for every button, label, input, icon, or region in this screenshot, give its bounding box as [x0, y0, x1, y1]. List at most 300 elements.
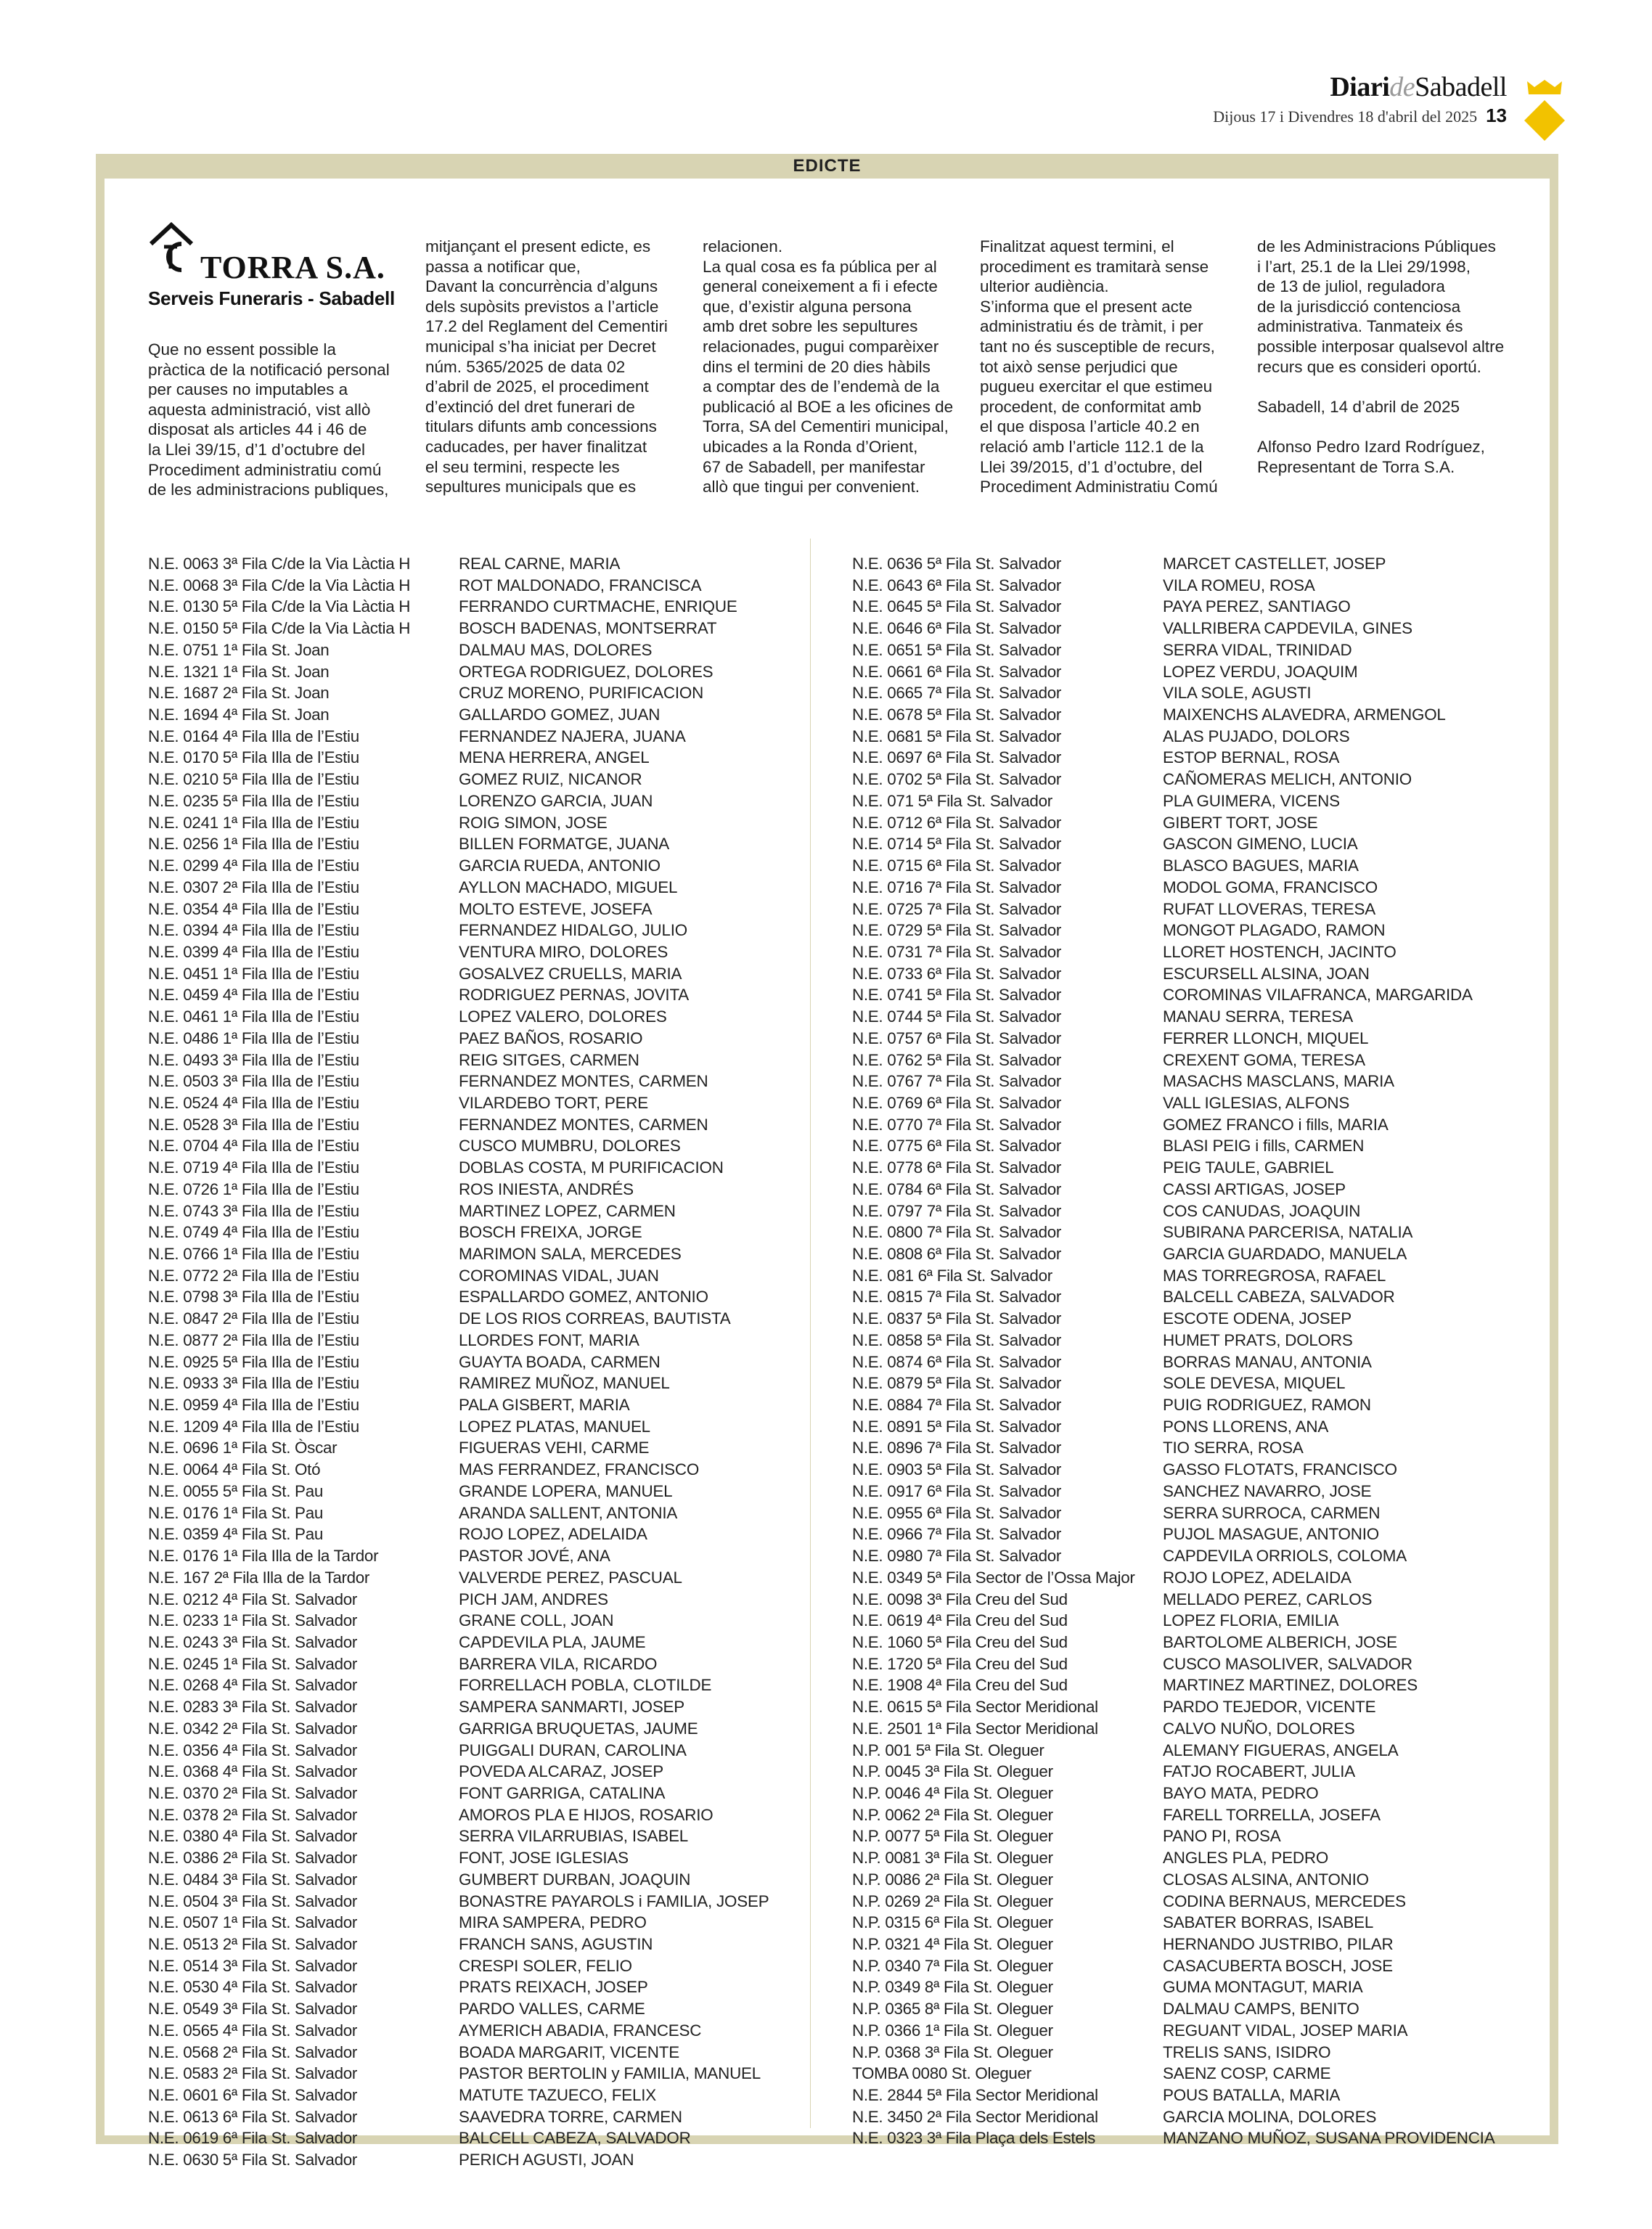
holder-name: BAYO MATA, PEDRO — [1163, 1783, 1319, 1802]
burial-location: N.P. 0368 3ª Fila St. Oleguer — [852, 2042, 1053, 2061]
signatory-role: Representant de Torra S.A. — [1257, 457, 1455, 476]
holder-name: CASACUBERTA BOSCH, JOSE — [1163, 1956, 1393, 1975]
burial-location: N.E. 0619 6ª Fila St. Salvador — [148, 2129, 358, 2148]
burial-location: N.E. 0800 7ª Fila St. Salvador — [852, 1223, 1062, 1242]
burial-location: N.E. 0493 3ª Fila Illa de l’Estiu — [148, 1050, 359, 1069]
holder-name: VALL IGLESIAS, ALFONS — [1163, 1093, 1350, 1112]
edict-line: caducades, per haver finalitzat — [425, 437, 647, 456]
company-logo — [148, 222, 409, 309]
burial-location: N.E. 1209 4ª Fila Illa de l’Estiu — [148, 1417, 359, 1436]
holder-name: VALVERDE PEREZ, PASCUAL — [459, 1568, 682, 1587]
holder-name: LOPEZ VERDU, JOAQUIM — [1163, 662, 1358, 681]
burial-location: N.E. 0568 2ª Fila St. Salvador — [148, 2042, 358, 2061]
holder-name: SAAVEDRA TORRE, CARMEN — [459, 2107, 682, 2126]
holder-name: PAEZ BAÑOS, ROSARIO — [459, 1028, 643, 1047]
holder-name: MARIMON SALA, MERCEDES — [459, 1245, 682, 1263]
burial-location: N.E. 0354 4ª Fila Illa de l’Estiu — [148, 899, 359, 918]
burial-location: N.E. 0681 5ª Fila St. Salvador — [852, 727, 1062, 745]
edict-column-3 — [703, 237, 961, 497]
burial-location: N.E. 1908 4ª Fila Creu del Sud — [852, 1676, 1068, 1695]
edict-line: sepultures municipals que es — [425, 478, 637, 496]
burial-location: N.E. 0064 4ª Fila St. Otó — [148, 1460, 321, 1479]
holder-name: MARTINEZ MARTINEZ, DOLORES — [1163, 1676, 1418, 1695]
burial-location: N.E. 0733 6ª Fila St. Salvador — [852, 964, 1062, 983]
burial-location: N.E. 0959 4ª Fila Illa de l’Estiu — [148, 1396, 359, 1415]
burial-location: N.E. 0874 6ª Fila St. Salvador — [852, 1352, 1062, 1371]
place-date: Sabadell, 14 d’abril de 2025 — [1257, 397, 1460, 416]
burial-location: N.E. 0775 6ª Fila St. Salvador — [852, 1137, 1062, 1156]
burial-location: N.E. 081 6ª Fila St. Salvador — [852, 1266, 1052, 1285]
burial-location: N.E. 0378 2ª Fila St. Salvador — [148, 1805, 358, 1824]
burial-location: N.E. 0098 3ª Fila Creu del Sud — [852, 1590, 1068, 1608]
burial-location: N.E. 0646 6ª Fila St. Salvador — [852, 619, 1062, 638]
holder-name: DALMAU MAS, DOLORES — [459, 640, 653, 659]
holder-name: ESTOP BERNAL, ROSA — [1163, 748, 1340, 767]
burial-location: N.E. 0784 6ª Fila St. Salvador — [852, 1179, 1062, 1198]
holder-name: CAPDEVILA PLA, JAUME — [459, 1632, 646, 1651]
burial-location: N.E. 0283 3ª Fila St. Salvador — [148, 1698, 358, 1717]
burial-location: N.E. 0507 1ª Fila St. Salvador — [148, 1913, 358, 1932]
holder-name: CALVO NUÑO, DOLORES — [1163, 1719, 1355, 1738]
burial-location: N.E. 0359 4ª Fila St. Pau — [148, 1525, 323, 1544]
edict-line: relacionades, pugui comparèixer — [703, 337, 939, 356]
burial-location: N.P. 0062 2ª Fila St. Oleguer — [852, 1805, 1053, 1824]
burial-location: N.E. 0741 5ª Fila St. Salvador — [852, 986, 1062, 1005]
holder-name: FORRELLACH POBLA, CLOTILDE — [459, 1676, 712, 1695]
burial-location: N.E. 0877 2ª Fila Illa de l’Estiu — [148, 1330, 359, 1349]
burial-location: N.E. 0630 5ª Fila St. Salvador — [148, 2151, 358, 2169]
edict-line: recurs que es consideri oportú. — [1257, 357, 1481, 376]
holder-name: MENA HERRERA, ANGEL — [459, 748, 650, 767]
burial-location: N.E. 0256 1ª Fila Illa de l’Estiu — [148, 835, 359, 854]
burial-location: N.E. 0891 5ª Fila St. Salvador — [852, 1417, 1062, 1436]
edict-line: i l’art, 25.1 de la Llei 29/1998, — [1257, 257, 1471, 276]
burial-location: N.E. 0241 1ª Fila Illa de l’Estiu — [148, 813, 359, 832]
edict-line: Que no essent possible la — [148, 340, 336, 359]
holder-name: GOSALVEZ CRUELLS, MARIA — [459, 964, 682, 983]
company-name: TORRA S.A. — [200, 250, 385, 285]
edict-line: relacionen. — [703, 237, 783, 255]
burial-location: N.E. 0896 7ª Fila St. Salvador — [852, 1439, 1062, 1457]
burial-location: N.E. 0063 3ª Fila C/de la Via Làctia H — [148, 555, 411, 573]
burial-location: N.E. 0368 4ª Fila St. Salvador — [148, 1762, 358, 1781]
edict-line: Davant la concurrència d’alguns — [425, 277, 658, 296]
burial-location: N.E. 0725 7ª Fila St. Salvador — [852, 899, 1062, 918]
burial-location: N.E. 0731 7ª Fila St. Salvador — [852, 942, 1062, 961]
holder-name: FERNANDEZ NAJERA, JUANA — [459, 727, 686, 745]
burial-location: N.E. 0933 3ª Fila Illa de l’Estiu — [148, 1374, 359, 1393]
burial-location: N.P. 0315 6ª Fila St. Oleguer — [852, 1913, 1053, 1932]
edict-column-2 — [425, 237, 684, 497]
holder-name: BLASCO BAGUES, MARIA — [1163, 856, 1359, 875]
burial-location: N.E. 3450 2ª Fila Sector Meridional — [852, 2107, 1098, 2126]
burial-location: N.E. 167 2ª Fila Illa de la Tardor — [148, 1568, 370, 1587]
edict-line: disposat als articles 44 i 46 de — [148, 420, 367, 439]
edict-line: dels supòsits previstos a l’article — [425, 297, 659, 316]
holder-name: LOPEZ FLORIA, EMILIA — [1163, 1611, 1339, 1630]
burial-location: N.E. 0955 6ª Fila St. Salvador — [852, 1503, 1062, 1522]
edict-line: tant no és susceptible de recurs, — [980, 337, 1215, 356]
holder-name: FARELL TORRELLA, JOSEFA — [1163, 1805, 1381, 1824]
burial-location: N.E. 2844 5ª Fila Sector Meridional — [852, 2086, 1098, 2105]
holder-name: SERRA VIDAL, TRINIDAD — [1163, 640, 1352, 659]
holder-name: CREXENT GOMA, TERESA — [1163, 1050, 1365, 1069]
burial-location: N.E. 1694 4ª Fila St. Joan — [148, 705, 330, 724]
edict-line: la Llei 39/15, d’1 d’octubre del — [148, 440, 365, 459]
edict-line: pràctica de la notificació personal — [148, 360, 390, 379]
burial-location: N.E. 0743 3ª Fila Illa de l’Estiu — [148, 1201, 359, 1220]
edict-line: allò que tingui per convenient. — [703, 478, 920, 496]
burial-location: N.E. 0615 5ª Fila Sector Meridional — [852, 1698, 1098, 1717]
holder-name: MARTINEZ LOPEZ, CARMEN — [459, 1201, 676, 1220]
burial-location: N.E. 0176 1ª Fila Illa de la Tardor — [148, 1547, 379, 1566]
edict-line: Finalitzat aquest termini, el — [980, 237, 1174, 255]
burial-location: N.E. 0749 4ª Fila Illa de l’Estiu — [148, 1223, 359, 1242]
burial-location: N.E. 0879 5ª Fila St. Salvador — [852, 1374, 1062, 1393]
burial-location: N.E. 0665 7ª Fila St. Salvador — [852, 684, 1062, 703]
dateline — [1213, 105, 1507, 128]
holder-name: FONT GARRIGA, CATALINA — [459, 1783, 666, 1802]
holder-name: GOMEZ RUIZ, NICANOR — [459, 770, 642, 789]
burial-location: N.E. 0245 1ª Fila St. Salvador — [148, 1654, 358, 1673]
burial-location: N.E. 0619 4ª Fila Creu del Sud — [852, 1611, 1068, 1630]
burial-location: N.E. 0164 4ª Fila Illa de l’Estiu — [148, 727, 359, 745]
burial-location: N.P. 0045 3ª Fila St. Oleguer — [852, 1762, 1053, 1781]
burial-location: N.E. 0762 5ª Fila St. Salvador — [852, 1050, 1062, 1069]
burial-location: N.P. 0366 1ª Fila St. Oleguer — [852, 2021, 1053, 2040]
burial-location: N.E. 0504 3ª Fila St. Salvador — [148, 1891, 358, 1910]
holder-name: BOADA MARGARIT, VICENTE — [459, 2042, 679, 2061]
burial-location: N.E. 0524 4ª Fila Illa de l’Estiu — [148, 1093, 359, 1112]
edict-column-5 — [1257, 237, 1516, 477]
holder-name: BARTOLOME ALBERICH, JOSE — [1163, 1632, 1397, 1651]
holder-name: GUMBERT DURBAN, JOAQUIN — [459, 1870, 691, 1889]
burial-location: N.E. 0461 1ª Fila Illa de l’Estiu — [148, 1007, 359, 1026]
holder-name: REGUANT VIDAL, JOSEP MARIA — [1163, 2021, 1408, 2040]
edict-line: La qual cosa es fa pública per al — [703, 257, 937, 276]
holder-name: BORRAS MANAU, ANTONIA — [1163, 1352, 1372, 1371]
burial-location: N.E. 0712 6ª Fila St. Salvador — [852, 813, 1062, 832]
holder-name: CRUZ MORENO, PURIFICACION — [459, 684, 704, 703]
holder-name: SERRA VILARRUBIAS, ISABEL — [459, 1827, 689, 1846]
burial-location: N.E. 0528 3ª Fila Illa de l’Estiu — [148, 1115, 359, 1134]
holder-name: PUJOL MASAGUE, ANTONIO — [1163, 1525, 1379, 1544]
column-divider — [810, 539, 811, 2128]
edict-line: tot això sense perjudici que — [980, 357, 1178, 376]
holder-name: MIRA SAMPERA, PEDRO — [459, 1913, 647, 1932]
burial-location: N.E. 0757 6ª Fila St. Salvador — [852, 1028, 1062, 1047]
edict-body — [105, 179, 1550, 2169]
holder-name: LLORET HOSTENCH, JACINTO — [1163, 942, 1397, 961]
burial-location: N.P. 0081 3ª Fila St. Oleguer — [852, 1849, 1053, 1868]
holder-name: MELLADO PEREZ, CARLOS — [1163, 1590, 1373, 1608]
holder-name: BALCELL CABEZA, SALVADOR — [1163, 1288, 1395, 1306]
holder-name: ANGLES PLA, PEDRO — [1163, 1849, 1329, 1868]
brand-part-3: Sabadell — [1415, 72, 1507, 102]
edict-line: amb dret sobre les sepultures — [703, 317, 918, 336]
holder-name: FONT, JOSE IGLESIAS — [459, 1849, 629, 1868]
burial-location: N.E. 0772 2ª Fila Illa de l’Estiu — [148, 1266, 359, 1285]
holder-name: COROMINAS VILAFRANCA, MARGARIDA — [1163, 986, 1473, 1005]
holder-name: PARDO TEJEDOR, VICENTE — [1163, 1698, 1376, 1717]
holder-name: FERRER LLONCH, MIQUEL — [1163, 1028, 1369, 1047]
edict-line: el que disposa l’article 40.2 en — [980, 417, 1200, 436]
holder-name: DE LOS RIOS CORREAS, BAUTISTA — [459, 1309, 731, 1328]
burial-location: N.E. 0130 5ª Fila C/de la Via Làctia H — [148, 597, 411, 616]
burial-location: N.E. 0744 5ª Fila St. Salvador — [852, 1007, 1062, 1026]
burial-location: N.E. 0484 3ª Fila St. Salvador — [148, 1870, 358, 1889]
holder-name: POUS BATALLA, MARIA — [1163, 2086, 1341, 2105]
burial-location: N.E. 0055 5ª Fila St. Pau — [148, 1481, 323, 1500]
holder-name: AYMERICH ABADIA, FRANCESC — [459, 2021, 702, 2040]
holder-name: VALLRIBERA CAPDEVILA, GINES — [1163, 619, 1412, 638]
burial-location: N.E. 0170 5ª Fila Illa de l’Estiu — [148, 748, 359, 767]
holder-name: PUIGGALI DURAN, CAROLINA — [459, 1741, 687, 1759]
burial-location: N.E. 071 5ª Fila St. Salvador — [852, 791, 1052, 810]
masthead — [1213, 73, 1507, 128]
burial-location: N.E. 0704 4ª Fila Illa de l’Estiu — [148, 1137, 359, 1156]
burial-location: N.E. 0715 6ª Fila St. Salvador — [852, 856, 1062, 875]
holder-name: MOLTO ESTEVE, JOSEFA — [459, 899, 653, 918]
edict-column-4 — [980, 237, 1238, 497]
burial-location: N.E. 0697 6ª Fila St. Salvador — [852, 748, 1062, 767]
burial-location: N.E. 0702 5ª Fila St. Salvador — [852, 770, 1062, 789]
burial-location: N.E. 0729 5ª Fila St. Salvador — [852, 921, 1062, 940]
holder-name: FERNANDEZ MONTES, CARMEN — [459, 1115, 708, 1134]
burial-location: N.E. 0342 2ª Fila St. Salvador — [148, 1719, 358, 1738]
burial-location: N.P. 0321 4ª Fila St. Oleguer — [852, 1935, 1053, 1953]
edict-line: administrativa. Tanmateix és — [1257, 317, 1463, 336]
holder-name: SOLE DEVESA, MIQUEL — [1163, 1374, 1346, 1393]
burial-location: N.E. 0726 1ª Fila Illa de l’Estiu — [148, 1179, 359, 1198]
burial-location: N.P. 0269 2ª Fila St. Oleguer — [852, 1891, 1053, 1910]
burial-location: N.E. 0884 7ª Fila St. Salvador — [852, 1396, 1062, 1415]
burial-location: N.E. 0643 6ª Fila St. Salvador — [852, 576, 1062, 594]
edict-line: Procediment administratiu comú — [148, 460, 382, 479]
holder-name: HUMET PRATS, DOLORS — [1163, 1330, 1353, 1349]
holder-name: LLORDES FONT, MARIA — [459, 1330, 639, 1349]
holder-name: PLA GUIMERA, VICENS — [1163, 791, 1340, 810]
holder-name: POVEDA ALCARAZ, JOSEP — [459, 1762, 664, 1781]
burial-location: N.E. 0917 6ª Fila St. Salvador — [852, 1481, 1062, 1500]
burial-location: TOMBA 0080 St. Oleguer — [852, 2064, 1031, 2083]
burial-location: N.E. 0150 5ª Fila C/de la Via Làctia H — [148, 619, 411, 638]
holder-name: GASCON GIMENO, LUCIA — [1163, 835, 1358, 854]
company-subtitle: Serveis Funeraris - Sabadell — [148, 287, 395, 309]
burial-location: N.E. 0770 7ª Fila St. Salvador — [852, 1115, 1062, 1134]
burial-location: N.P. 001 5ª Fila St. Oleguer — [852, 1741, 1044, 1759]
burial-location: N.E. 0847 2ª Fila Illa de l’Estiu — [148, 1309, 359, 1328]
holder-name: PUIG RODRIGUEZ, RAMON — [1163, 1396, 1371, 1415]
burial-location: N.P. 0365 8ª Fila St. Oleguer — [852, 2000, 1053, 2019]
holder-name: PASTOR BERTOLIN y FAMILIA, MANUEL — [459, 2064, 761, 2083]
holder-name: CAÑOMERAS MELICH, ANTONIO — [1163, 770, 1412, 789]
holder-name: ROJO LOPEZ, ADELAIDA — [1163, 1568, 1352, 1587]
burial-location: N.E. 0233 1ª Fila St. Salvador — [148, 1611, 358, 1630]
burial-location: N.E. 0716 7ª Fila St. Salvador — [852, 878, 1062, 896]
holder-name: ROJO LOPEZ, ADELAIDA — [459, 1525, 647, 1544]
burial-location: N.E. 0243 3ª Fila St. Salvador — [148, 1632, 358, 1651]
holder-name: GARCIA RUEDA, ANTONIO — [459, 856, 661, 875]
holder-name: PEIG TAULE, GABRIEL — [1163, 1158, 1334, 1177]
holder-name: BOSCH FREIXA, JORGE — [459, 1223, 642, 1242]
holder-name: CASSI ARTIGAS, JOSEP — [1163, 1179, 1346, 1198]
holder-name: SANCHEZ NAVARRO, JOSE — [1163, 1481, 1372, 1500]
edict-line: d’extinció del dret funerari de — [425, 397, 635, 416]
torra-emblem-icon — [148, 222, 195, 279]
burial-location: N.E. 0966 7ª Fila St. Salvador — [852, 1525, 1062, 1544]
burial-location: N.E. 0210 5ª Fila Illa de l’Estiu — [148, 770, 359, 789]
burial-location: N.P. 0340 7ª Fila St. Oleguer — [852, 1956, 1053, 1975]
burial-location: N.E. 0503 3ª Fila Illa de l’Estiu — [148, 1072, 359, 1091]
edict-line: que, d’existir alguna persona — [703, 297, 912, 316]
burial-location: N.E. 0176 1ª Fila St. Pau — [148, 1503, 323, 1522]
holder-name: ESCURSELL ALSINA, JOAN — [1163, 964, 1370, 983]
holder-name: LOPEZ VALERO, DOLORES — [459, 1007, 667, 1026]
holder-name: MARCET CASTELLET, JOSEP — [1163, 555, 1386, 573]
holder-name: GARCIA MOLINA, DOLORES — [1163, 2107, 1377, 2126]
edict-line: publicació al BOE a les oficines de — [703, 397, 954, 416]
section-title: EDICTE — [793, 156, 862, 176]
burial-location: N.E. 0530 4ª Fila St. Salvador — [148, 1978, 358, 1997]
holder-name: MODOL GOMA, FRANCISCO — [1163, 878, 1378, 896]
edict-line: de les administracions publiques, — [148, 480, 389, 499]
holder-name: GRANDE LOPERA, MANUEL — [459, 1481, 673, 1500]
holder-name: FERNANDEZ HIDALGO, JULIO — [459, 921, 687, 940]
holder-name: SUBIRANA PARCERISA, NATALIA — [1163, 1223, 1413, 1242]
edict-line: de 13 de juliol, reguladora — [1257, 277, 1445, 296]
holder-name: ESCOTE ODENA, JOSEP — [1163, 1309, 1352, 1328]
holder-name: RAMIREZ MUÑOZ, MANUEL — [459, 1374, 670, 1393]
edict-line: 67 de Sabadell, per manifestar — [703, 457, 925, 476]
burial-location: N.E. 0769 6ª Fila St. Salvador — [852, 1093, 1062, 1112]
burial-location: N.E. 0307 2ª Fila Illa de l’Estiu — [148, 878, 359, 896]
holder-name: COROMINAS VIDAL, JUAN — [459, 1266, 659, 1285]
burial-location: N.E. 0399 4ª Fila Illa de l’Estiu — [148, 942, 359, 961]
burial-location: N.E. 0370 2ª Fila St. Salvador — [148, 1783, 358, 1802]
edict-line: procediment es tramitarà sense — [980, 257, 1209, 276]
signatory-name: Alfonso Pedro Izard Rodríguez, — [1257, 437, 1485, 456]
holder-name: PANO PI, ROSA — [1163, 1827, 1281, 1846]
edict-line: dins el termini de 20 dies hàbils — [703, 357, 931, 376]
holder-name: MAIXENCHS ALAVEDRA, ARMENGOL — [1163, 705, 1446, 724]
burial-location: N.E. 1060 5ª Fila Creu del Sud — [852, 1632, 1068, 1651]
burial-location: N.E. 0903 5ª Fila St. Salvador — [852, 1460, 1062, 1479]
holder-name: ORTEGA RODRIGUEZ, DOLORES — [459, 662, 713, 681]
holder-name: VILARDEBO TORT, PERE — [459, 1093, 649, 1112]
burial-location: N.E. 0394 4ª Fila Illa de l’Estiu — [148, 921, 359, 940]
burial-location: N.E. 0858 5ª Fila St. Salvador — [852, 1330, 1062, 1349]
edict-line: Torra, SA del Cementiri municipal, — [703, 417, 949, 436]
newspaper-brand[interactable] — [1213, 73, 1507, 102]
holder-name: VILA ROMEU, ROSA — [1163, 576, 1315, 594]
burial-location: N.E. 0714 5ª Fila St. Salvador — [852, 835, 1062, 854]
holder-name: MANZANO MUÑOZ, SUSANA PROVIDENCIA — [1163, 2129, 1495, 2148]
holder-name: PARDO VALLES, CARME — [459, 2000, 645, 2019]
burial-location: N.E. 0356 4ª Fila St. Salvador — [148, 1741, 358, 1759]
burial-location: N.E. 0678 5ª Fila St. Salvador — [852, 705, 1062, 724]
holder-name: GOMEZ FRANCO i fills, MARIA — [1163, 1115, 1389, 1134]
edict-line: Llei 39/2015, d’1 d’octubre, del — [980, 457, 1203, 476]
burial-location: N.E. 0980 7ª Fila St. Salvador — [852, 1547, 1062, 1566]
holder-name: LOPEZ PLATAS, MANUEL — [459, 1417, 650, 1436]
holder-name: PONS LLORENS, ANA — [1163, 1417, 1329, 1436]
holder-name: ROS INIESTA, ANDRÉS — [459, 1179, 634, 1198]
holder-name: PICH JAM, ANDRES — [459, 1590, 608, 1608]
holder-name: MAS TORREGROSA, RAFAEL — [1163, 1266, 1386, 1285]
edict-line: administratiu és de tràmit, i per — [980, 317, 1203, 336]
holder-name: BILLEN FORMATGE, JUANA — [459, 835, 670, 854]
edict-line: titulars difunts amb concessions — [425, 417, 657, 436]
holder-name: DOBLAS COSTA, M PURIFICACION — [459, 1158, 724, 1177]
holder-name: CLOSAS ALSINA, ANTONIO — [1163, 1870, 1369, 1889]
burial-location: N.E. 0613 6ª Fila St. Salvador — [148, 2107, 358, 2126]
burial-location: N.E. 0323 3ª Fila Plaça dels Estels — [852, 2129, 1096, 2148]
holder-name: HERNANDO JUSTRIBO, PILAR — [1163, 1935, 1394, 1953]
holder-name: ROT MALDONADO, FRANCISCA — [459, 576, 702, 594]
holder-name: PASTOR JOVÉ, ANA — [459, 1547, 610, 1566]
holder-name: CUSCO MUMBRU, DOLORES — [459, 1137, 681, 1156]
burial-location: N.E. 0808 6ª Fila St. Salvador — [852, 1245, 1062, 1263]
burial-location: N.E. 0459 4ª Fila Illa de l’Estiu — [148, 986, 359, 1005]
edict-line: 17.2 del Reglament del Cementiri — [425, 317, 668, 336]
holder-name: RODRIGUEZ PERNAS, JOVITA — [459, 986, 689, 1005]
burial-location: N.P. 0086 2ª Fila St. Oleguer — [852, 1870, 1053, 1889]
holder-name: GASSO FLOTATS, FRANCISCO — [1163, 1460, 1397, 1479]
holder-name: VENTURA MIRO, DOLORES — [459, 942, 668, 961]
holder-name: SABATER BORRAS, ISABEL — [1163, 1913, 1374, 1932]
burial-location: N.E. 0601 6ª Fila St. Salvador — [148, 2086, 358, 2105]
holder-name: PERICH AGUSTI, JOAN — [459, 2151, 634, 2169]
holder-name: ALEMANY FIGUERAS, ANGELA — [1163, 1741, 1399, 1759]
holder-name: BALCELL CABEZA, SALVADOR — [459, 2129, 691, 2148]
burial-location: N.E. 0549 3ª Fila St. Salvador — [148, 2000, 358, 2019]
burial-location: N.E. 0514 3ª Fila St. Salvador — [148, 1956, 358, 1975]
holder-name: COS CANUDAS, JOAQUIN — [1163, 1201, 1361, 1220]
edict-line: passa a notificar que, — [425, 257, 581, 276]
holder-name: GARRIGA BRUQUETAS, JAUME — [459, 1719, 698, 1738]
burial-location: N.E. 0583 2ª Fila St. Salvador — [148, 2064, 358, 2083]
holder-name: SAENZ COSP, CARME — [1163, 2064, 1331, 2083]
holder-name: GUAYTA BOADA, CARMEN — [459, 1352, 661, 1371]
holder-name: DALMAU CAMPS, BENITO — [1163, 2000, 1359, 2019]
holder-name: AMOROS PLA E HIJOS, ROSARIO — [459, 1805, 713, 1824]
holder-name: CAPDEVILA ORRIOLS, COLOMA — [1163, 1547, 1407, 1566]
burial-location: N.E. 0651 5ª Fila St. Salvador — [852, 640, 1062, 659]
holder-name: BARRERA VILA, RICARDO — [459, 1654, 658, 1673]
holder-name: TIO SERRA, ROSA — [1163, 1439, 1304, 1457]
burial-location: N.E. 0068 3ª Fila C/de la Via Làctia H — [148, 576, 411, 594]
burial-location: N.E. 0645 5ª Fila St. Salvador — [852, 597, 1062, 616]
edict-line: d’abril de 2025, el procediment — [425, 377, 649, 396]
holder-name: CRESPI SOLER, FELIO — [459, 1956, 632, 1975]
edict-line: de la jurisdicció contenciosa — [1257, 297, 1461, 316]
holder-name: REAL CARNE, MARIA — [459, 555, 621, 573]
holder-name: CODINA BERNAUS, MERCEDES — [1163, 1891, 1406, 1910]
burial-location: N.E. 0925 5ª Fila Illa de l’Estiu — [148, 1352, 359, 1371]
burial-location: N.E. 0212 4ª Fila St. Salvador — [148, 1590, 358, 1608]
burial-location: N.E. 0719 4ª Fila Illa de l’Estiu — [148, 1158, 359, 1177]
holder-name: MATUTE TAZUECO, FELIX — [459, 2086, 656, 2105]
edict-line: a comptar des de l’endemà de la — [703, 377, 940, 396]
burial-location: N.P. 0349 8ª Fila St. Oleguer — [852, 1978, 1053, 1997]
holder-name: ROIG SIMON, JOSE — [459, 813, 608, 832]
burial-location: N.E. 0636 5ª Fila St. Salvador — [852, 555, 1062, 573]
edict-line: mitjançant el present edicte, es — [425, 237, 651, 255]
holder-name: GALLARDO GOMEZ, JUAN — [459, 705, 661, 724]
edict-line: pugueu exercitar el que estimeu — [980, 377, 1213, 396]
edict-line: possible interposar qualsevol altre — [1257, 337, 1505, 356]
